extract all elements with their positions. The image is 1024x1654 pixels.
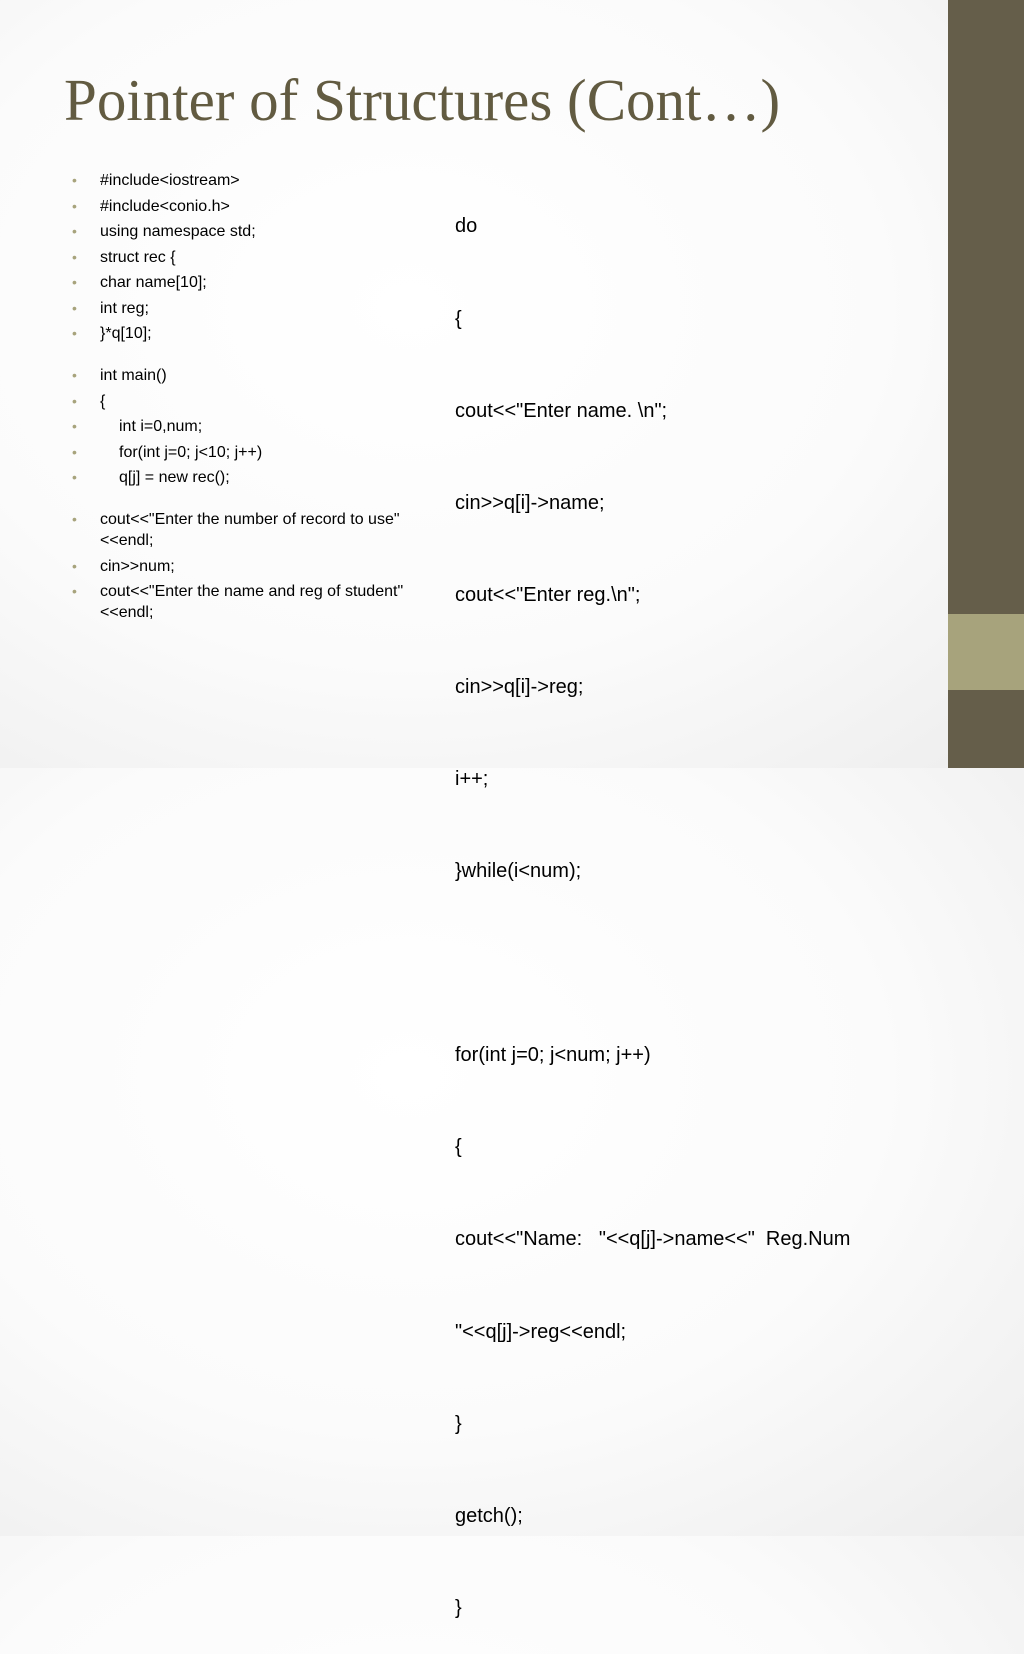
code-line: i++;: [455, 767, 489, 790]
code-line: cout<<"Enter name. \n";: [455, 399, 668, 422]
bullet-item: • using namespace std;: [72, 223, 256, 240]
bullet-item: • q[j] = new rec();: [72, 469, 230, 486]
code-line: }while(i<num);: [455, 860, 582, 883]
bullet-dot-icon: •: [72, 274, 77, 290]
code-line: [455, 948, 943, 979]
bullet-dot-icon: •: [72, 392, 77, 409]
code-line: }: [455, 1596, 462, 1619]
bullet-dot-icon: •: [72, 443, 77, 460]
bullet-item: • }*q[10];: [72, 325, 152, 342]
code-line: "<<q[j]->reg<<endl;: [455, 1320, 627, 1343]
code-line: getch();: [455, 1504, 523, 1527]
bullet-item: • cout<<"Enter the name and reg of student"<<endl;: [72, 583, 404, 621]
bullet-item: • cin>>num;: [72, 557, 175, 575]
code-line: }: [455, 1412, 462, 1435]
bullet-item: • char name[10];: [72, 274, 207, 291]
bullet-dot-icon: •: [72, 557, 77, 574]
bullet-dot-icon: •: [72, 299, 77, 316]
bullet-item: • int main(): [72, 367, 167, 384]
bullet-item: • struct rec {: [72, 248, 176, 266]
slide-title: Pointer of Structures (Cont…): [64, 67, 781, 133]
bullet-dot-icon: •: [72, 223, 77, 239]
code-line: do: [455, 215, 478, 238]
bullet-dot-icon: •: [72, 248, 77, 265]
sidebar-accent-block: [948, 614, 1024, 690]
code-line: cout<<"Enter reg.\n";: [455, 583, 641, 606]
bullet-item: • {: [72, 392, 106, 410]
bullet-item: • for(int j=0; j<10; j++): [72, 443, 263, 461]
bullet-dot-icon: •: [72, 511, 77, 527]
code-line: for(int j=0; j<num; j++): [455, 1044, 651, 1067]
bullet-dot-icon: •: [72, 367, 77, 383]
bullet-item: • cout<<"Enter the number of record to use"<<endl;: [72, 511, 400, 549]
bullet-dot-icon: •: [72, 418, 77, 434]
code-line: cout<<"Name: "<<q[j]->name<<" Reg.Num: [455, 1228, 851, 1251]
bullet-dot-icon: •: [72, 325, 77, 341]
left-code-bullets: [72, 170, 444, 628]
bullet-item: • int i=0,num;: [72, 418, 203, 435]
bullet-dot-icon: •: [72, 583, 77, 599]
bullet-item: • int reg;: [72, 299, 149, 317]
code-line: {: [455, 1136, 462, 1159]
bullet-item: • #include<conio.h>: [72, 197, 230, 215]
bullet-dot-icon: •: [72, 197, 77, 214]
code-line: {: [455, 307, 462, 330]
right-code-block: [455, 150, 943, 1654]
code-line: cin>>q[i]->name;: [455, 491, 605, 514]
bullet-dot-icon: •: [72, 172, 77, 188]
bullet-item: • #include<iostream>: [72, 172, 240, 189]
bullet-dot-icon: •: [72, 469, 77, 485]
code-line: cin>>q[i]->reg;: [455, 675, 584, 698]
